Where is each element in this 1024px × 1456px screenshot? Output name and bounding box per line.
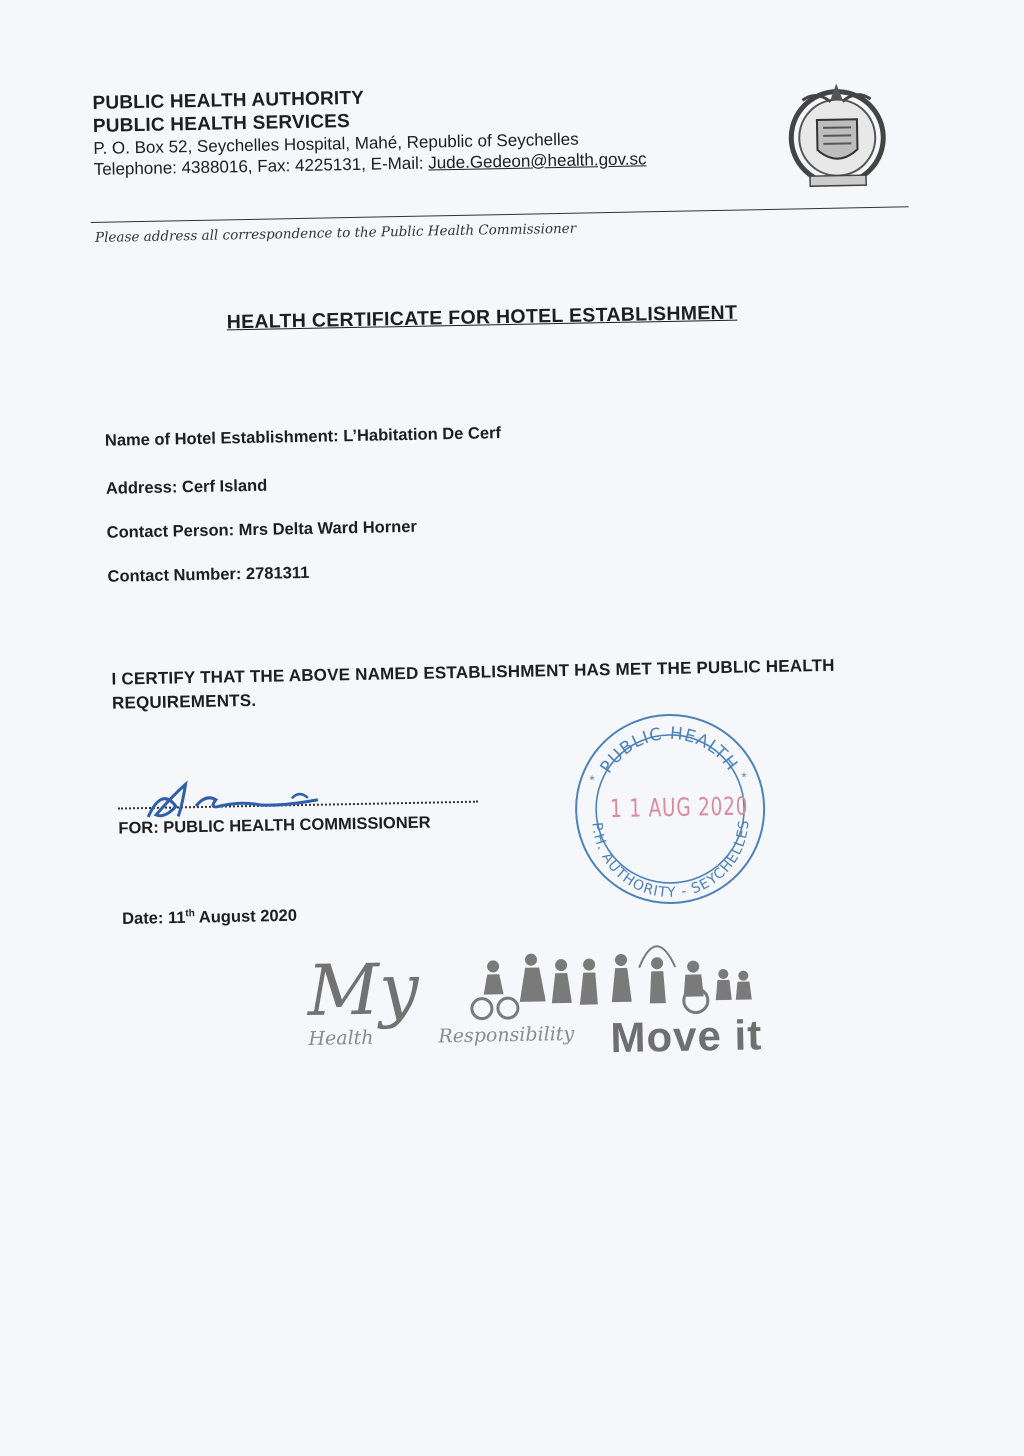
contact-phone-fax: Telephone: 4388016, Fax: 4225131, E-Mail: xyxy=(93,153,429,179)
stamp-star-icon: * xyxy=(589,772,595,788)
correspondence-note: Please address all correspondence to the Public Health Commissioner xyxy=(94,220,577,246)
signatory-label: FOR: PUBLIC HEALTH COMMISSIONER xyxy=(118,813,431,838)
logo-move-it-text: Move it xyxy=(610,1011,763,1062)
logo-health-text: Health xyxy=(308,1026,374,1050)
contact-number-field: Contact Number: 2781311 xyxy=(107,563,310,586)
logo-my-text: My xyxy=(306,947,420,1032)
org-name: PUBLIC HEALTH AUTHORITY xyxy=(92,87,365,114)
header-divider xyxy=(91,206,909,223)
date-ordinal: th xyxy=(185,908,195,920)
logo-responsibility-text: Responsibility xyxy=(438,1022,575,1048)
stamp-bottom-text: P.H. AUTHORITY - SEYCHELLES xyxy=(588,818,753,902)
stamp-date: 1 1 AUG 2020 xyxy=(609,791,749,824)
contact-person-field: Contact Person: Mrs Delta Ward Horner xyxy=(106,517,418,542)
certificate-title: HEALTH CERTIFICATE FOR HOTEL ESTABLISHMENT xyxy=(226,301,738,334)
stamp-top-text: PUBLIC HEALTH xyxy=(596,723,742,778)
coat-of-arms-icon xyxy=(772,68,902,198)
email-link[interactable]: Jude.Gedeon@health.gov.sc xyxy=(428,149,647,173)
address-field: Address: Cerf Island xyxy=(105,476,268,498)
date-prefix: Date: 11 xyxy=(121,908,186,929)
letterhead xyxy=(92,81,646,180)
certification-statement: I CERTIFY THAT THE ABOVE NAMED ESTABLISHMENT HAS MET THE PUBLIC HEALTH REQUIREMENTS. xyxy=(111,655,835,713)
svg-text:P.H. AUTHORITY - SEYCHELLES xyxy=(588,819,754,903)
hotel-name-field: Name of Hotel Establishment: L’Habitation De Cerf xyxy=(104,424,502,450)
issue-date xyxy=(122,906,297,929)
stamp-star-icon: * xyxy=(741,769,747,785)
date-suffix: August 2020 xyxy=(194,906,298,927)
org-division: PUBLIC HEALTH SERVICES xyxy=(92,111,351,137)
postal-address: P. O. Box 52, Seychelles Hospital, Mahé, Republic of Seychelles xyxy=(93,129,579,158)
